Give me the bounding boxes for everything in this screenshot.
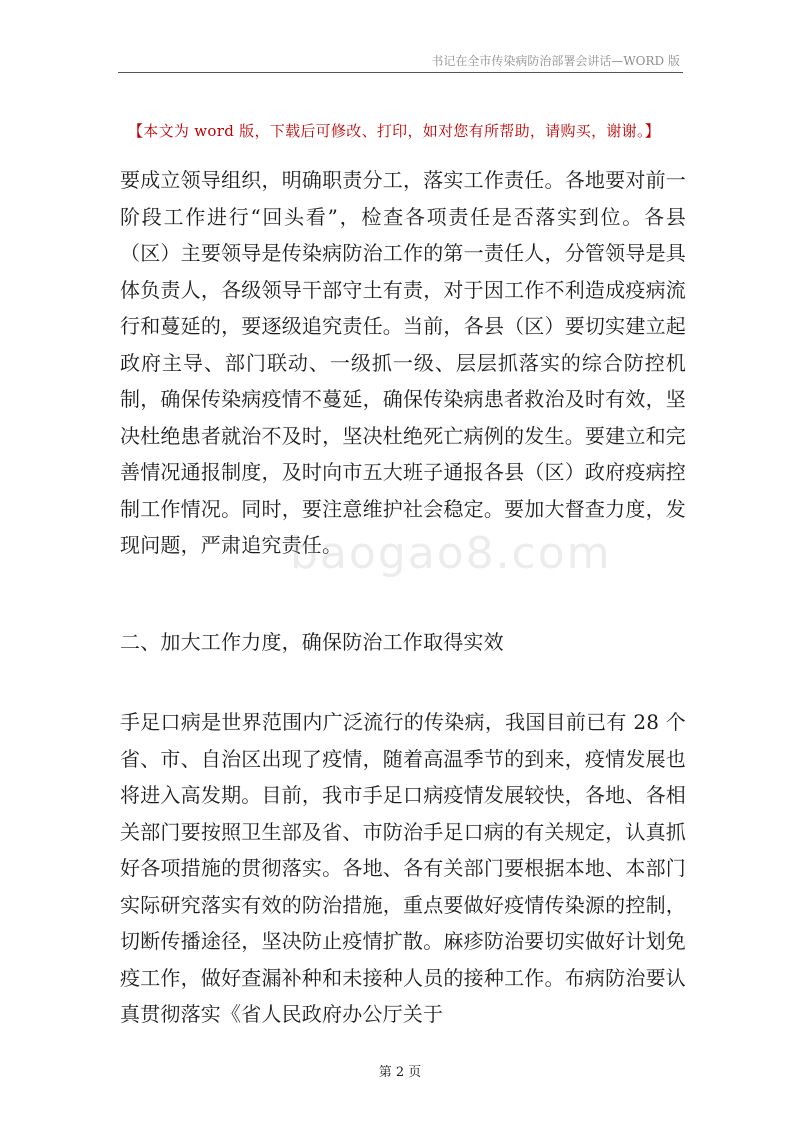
download-notice: 【本文为 word 版，下载后可修改、打印，如对您有所帮助，请购买，谢谢。】: [128, 122, 661, 140]
watermark: baogao8.com: [290, 528, 612, 579]
header-rule: [118, 72, 683, 73]
page-number: 第 2 页: [378, 1065, 422, 1080]
section-heading: 二、加大工作力度，确保防治工作取得实效: [120, 630, 504, 654]
header-title: 书记在全市传染病防治部署会讲话—WORD 版: [431, 54, 680, 68]
body-paragraph-2: 手足口病是世界范围内广泛流行的传染病，我国目前已有 28 个省、市、自治区出现了疫情，随着高温季节的到来，疫情发展也将进入高发期。目前，我市手足口病疫情发展较快，各地、各相关部门要按照卫生部及省、市防治手足口病的有关规定，认真抓好各项措施的贯彻落实。各地、各有关部门要根据本地、本部门实际研究落实有效的防治措施，重点要做好疫情传染源的控制，切断传播途径，坚决防止疫情扩散。麻疹防治要切实做好计划免疫工作，做好查漏补种和未接种人员的接种工作。布病防治要认真贯彻落实《省人民政府办公厅关于: [120, 710, 686, 1026]
body-paragraph-1: 要成立领导组织，明确职责分工，落实工作责任。各地要对前一阶段工作进行“回头看”，检查各项责任是否落实到位。各县（区）主要领导是传染病防治工作的第一责任人，分管领导是具体负责人，各级领导干部守土有责，对于因工作不利造成疫病流行和蔓延的，要逐级追究责任。当前，各县（区）要切实建立起政府主导、部门联动、一级抓一级、层层抓落实的综合防控机制，确保传染病疫情不蔓延，确保传染病患者救治及时有效，坚决杜绝患者就治不及时，坚决杜绝死亡病例的发生。要建立和完善情况通报制度，及时向市五大班子通报各县（区）政府疫病控制工作情况。同时，要注意维护社会稳定。要加大督查力度，发现问题，严肃追究责任。: [120, 168, 686, 557]
